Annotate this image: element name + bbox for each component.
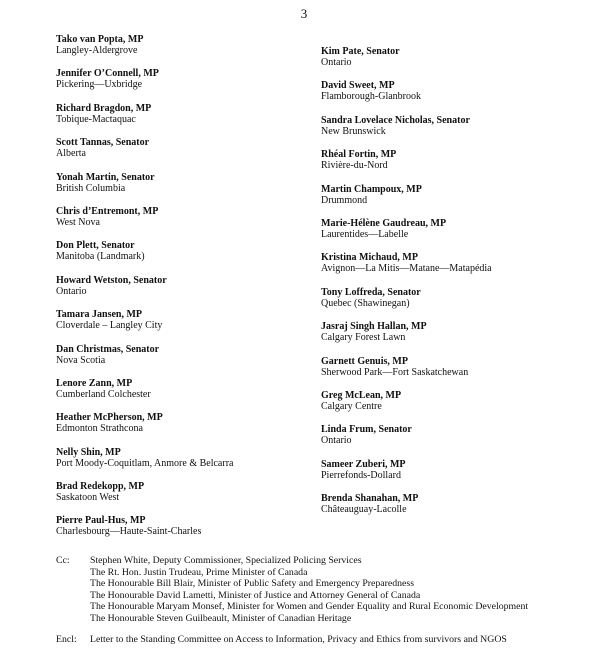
signatory-name: Rhéal Fortin, MP [321,149,397,161]
signatory-riding: Langley-Aldergrove [56,45,138,56]
signatory-entry [56,344,296,378]
signatory-entry [56,309,296,343]
signatory-riding: Calgary Centre [321,400,382,412]
signatory-name: Lenore Zann, MP [56,377,133,389]
signatory-riding: Avignon—La Mitis—Matane—Matapédia [321,263,492,275]
page-number: 3 [300,6,308,21]
cc-recipient: The Rt. Hon. Justin Trudeau, Prime Minister of Canada [90,566,308,578]
signatory-name: Marie-Hélène Gaudreau, MP [321,217,447,229]
signatory-entry [56,68,296,102]
signatory-entry [56,481,296,515]
signatory-riding: Flamborough-Glanbrook [321,91,421,103]
signatory-name: Chris d’Entremont, MP [56,205,159,217]
signatory-riding: Sherwood Park—Fort Saskatchewan [321,366,469,378]
signatory-name: Greg McLean, MP [321,389,402,401]
signatory-riding: Ontario [56,285,87,297]
signatory-entry [321,493,591,527]
signatory-riding: Edmonton Strathcona [56,423,143,435]
signatory-entry [321,321,591,355]
signatory-entry [56,515,296,549]
signatory-name: Kristina Michaud, MP [321,252,418,264]
signatory-entry [321,459,591,493]
signatory-name: Pierre Paul-Hus, MP [56,515,146,527]
signatory-riding: Cumberland Colchester [56,388,151,400]
signatory-riding: Manitoba (Landmark) [56,251,145,263]
signatory-entry [56,137,296,171]
signatory-entry [56,103,296,137]
signatory-name: Heather McPherson, MP [56,412,163,424]
signatory-entry [56,378,296,412]
signatories-right-column [321,46,591,527]
signatory-riding: New Brunswick [321,125,386,137]
signatory-entry [321,149,591,183]
signatory-riding: Cloverdale – Langley City [56,320,163,332]
signatory-name: Yonah Martin, Senator [56,171,155,183]
signatory-name: David Sweet, MP [321,80,395,92]
signatory-entry [321,390,591,424]
signatory-riding: Ontario [321,435,352,447]
signatory-entry [321,252,591,286]
signatory-name: Martin Champoux, MP [321,183,422,195]
signatory-riding: Saskatoon West [56,492,120,504]
cc-recipient: The Honourable Steven Guilbeault, Minister of Canadian Heritage [90,612,352,624]
signatory-entry [56,34,296,68]
enclosure-line [56,634,596,646]
signatory-name: Sameer Zuberi, MP [321,458,406,470]
signatory-entry [321,184,591,218]
signatory-riding: Quebec (Shawinegan) [321,297,410,309]
signatory-riding: Ontario [321,57,352,68]
signatory-name: Jasraj Singh Hallan, MP [321,321,427,333]
signatory-entry [321,80,591,114]
signatory-name: Nelly Shin, MP [56,446,121,458]
signatory-name: Scott Tannas, Senator [56,137,150,149]
encl-text: Letter to the Standing Committee on Access to Information, Privacy and Ethics from survivors and NGOS [90,634,507,645]
signatory-name: Richard Bragdon, MP [56,102,152,114]
signatory-riding: Charlesbourg—Haute-Saint-Charles [56,526,202,538]
signatory-riding: Nova Scotia [56,354,106,366]
signatory-entry [56,172,296,206]
cc-recipient: Stephen White, Deputy Commissioner, Specialized Policing Services [90,555,362,566]
cc-recipient: The Honourable David Lametti, Minister of Justice and Attorney General of Canada [90,589,421,601]
signatory-name: Tony Loffreda, Senator [321,286,421,298]
signatory-name: Brad Redekopp, MP [56,481,145,493]
signatory-entry [56,447,296,481]
signatory-riding: British Columbia [56,182,126,194]
signatory-name: Kim Pate, Senator [321,46,400,57]
signatory-name: Don Plett, Senator [56,240,135,252]
signatory-entry [56,206,296,240]
signatory-riding: Calgary Forest Lawn [321,332,406,344]
signatory-name: Dan Christmas, Senator [56,343,160,355]
cc-recipient: The Honourable Bill Blair, Minister of Public Safety and Emergency Preparedness [90,578,415,590]
cc-label: Cc: [56,555,70,566]
signatory-riding: Pierrefonds-Dollard [321,469,401,481]
signatory-riding: West Nova [56,216,100,228]
signatory-name: Tamara Jansen, MP [56,309,143,321]
signatory-entry [321,46,591,80]
signatory-riding: Port Moody-Coquitlam, Anmore & Belcarra [56,457,234,469]
signatory-entry [321,424,591,458]
encl-label: Encl: [56,634,77,645]
signatories-left-column [56,34,296,550]
signatory-riding: Laurentides—Labelle [321,228,409,240]
signatory-riding: Drummond [321,194,368,206]
signatory-name: Brenda Shanahan, MP [321,493,419,505]
signatory-riding: Rivière-du-Nord [321,160,388,172]
cc-list [56,555,596,625]
cc-recipient: The Honourable Maryam Monsef, Minister for Women and Gender Equality and Rural Economic Development [90,601,529,613]
signatory-entry [56,412,296,446]
signatory-entry [56,240,296,274]
signatory-name: Sandra Lovelace Nicholas, Senator [321,114,470,126]
signatory-entry [321,115,591,149]
signatory-name: Howard Wetston, Senator [56,274,167,286]
signatory-name: Tako van Popta, MP [56,34,144,45]
signatory-entry [321,287,591,321]
signatory-riding: Châteauguay-Lacolle [321,504,407,516]
signatory-riding: Tobique-Mactaquac [56,113,136,125]
signatory-name: Garnett Genuis, MP [321,355,408,367]
signatory-name: Linda Frum, Senator [321,424,412,436]
signatory-name: Jennifer O’Connell, MP [56,68,159,80]
signatory-entry [56,275,296,309]
signatory-entry [321,218,591,252]
signatory-riding: Pickering—Uxbridge [56,79,143,91]
signatory-entry [321,356,591,390]
signatory-riding: Alberta [56,148,86,160]
